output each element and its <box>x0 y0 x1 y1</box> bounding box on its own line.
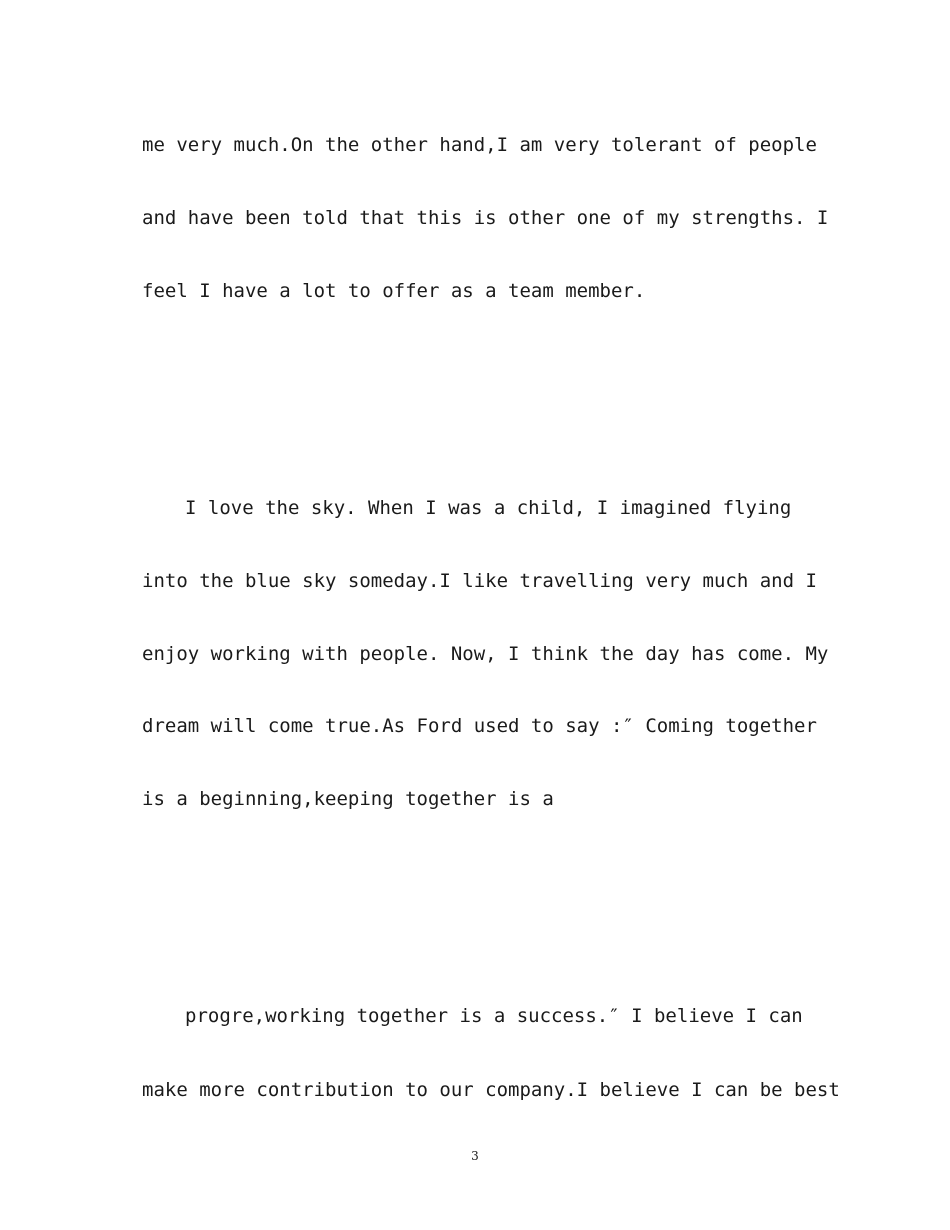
paragraph-2-line-3: enjoy working with people. Now, I think the day has come. My <box>142 643 829 665</box>
paragraph-2-line-5: is a beginning,keeping together is a <box>142 788 554 810</box>
paragraph-2-line-4: dream will come true.As Ford used to say :″ Coming together <box>142 715 817 737</box>
paragraph-1-line-3: feel I have a lot to offer as a team member. <box>142 280 646 302</box>
paragraph-3-line-1: progre,working together is a success.″ I believe I can <box>185 1005 803 1027</box>
paragraph-3-line-2: make more contribution to our company.I believe I can be best <box>142 1079 840 1101</box>
paragraph-1-line-2: and have been told that this is other one of my strengths. I <box>142 207 829 229</box>
paragraph-2-line-2: into the blue sky someday.I like travelling very much and I <box>142 570 817 592</box>
paragraph-2-line-1: I love the sky. When I was a child, I imagined flying <box>185 497 792 519</box>
page-number: 3 <box>471 1149 479 1163</box>
paragraph-1-line-1: me very much.On the other hand,I am very tolerant of people <box>142 134 817 156</box>
